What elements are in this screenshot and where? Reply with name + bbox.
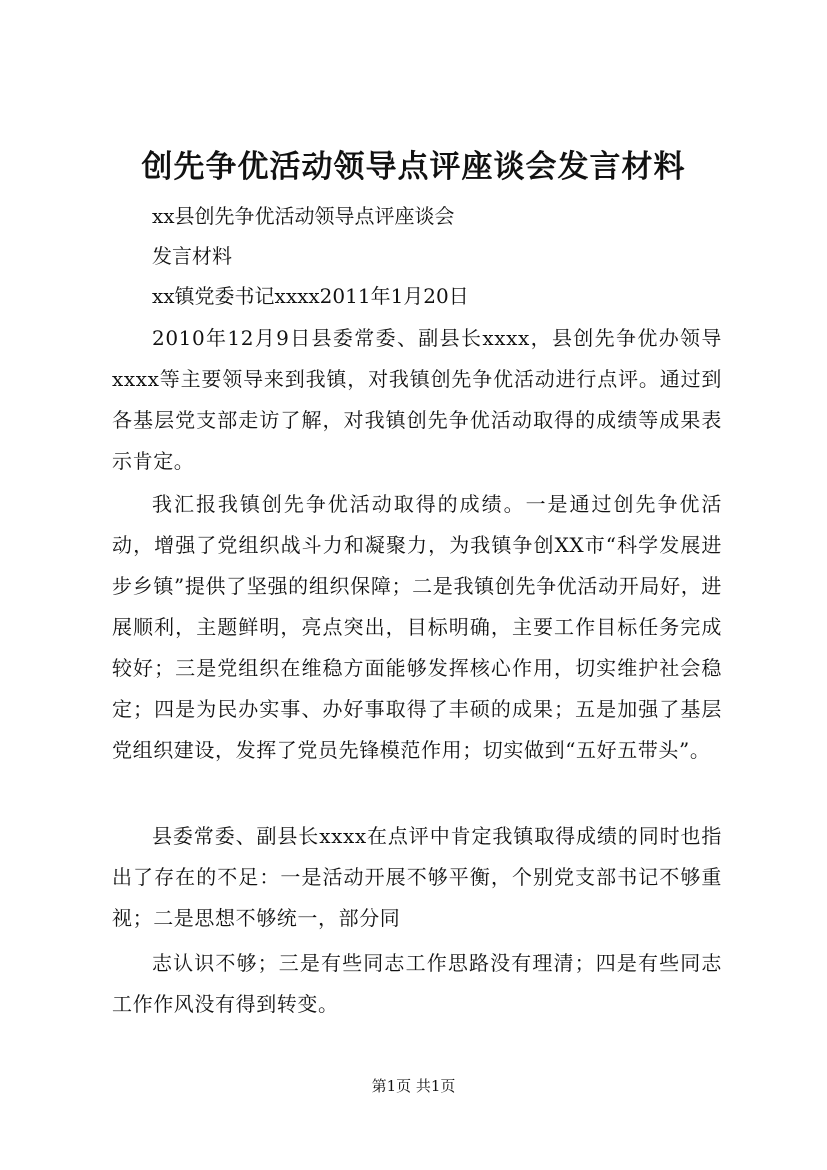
document-title: 创先争优活动领导点评座谈会发言材料 (141, 149, 686, 185)
subtitle-line-1: xx县创先争优活动领导点评座谈会 (152, 204, 455, 228)
body-paragraph-4: 志认识不够；三是有些同志工作思路没有理清；四是有些同志工作作风没有得到转变。 (112, 951, 722, 1016)
page-footer: 第1页 共1页 (371, 1077, 456, 1095)
author-date-line: xx镇党委书记xxxx2011年1月20日 (152, 284, 469, 308)
body-paragraph-1: 2010年12月9日县委常委、副县长xxxx，县创先争优办领导xxxx等主要领导来到我镇，对我镇创先争优活动进行点评。通过到各基层党支部走访了解，对我镇创先争优活动取得的成绩等成果表示肯定。 (112, 326, 722, 473)
body-paragraph-3: 县委常委、副县长xxxx在点评中肯定我镇取得成绩的同时也指出了存在的不足：一是活动开展不够平衡，个别党支部书记不够重视；二是思想不够统一，部分同 (112, 824, 722, 930)
body-paragraph-2: 我汇报我镇创先争优活动取得的成绩。一是通过创先争优活动，增强了党组织战斗力和凝聚力，为我镇争创XX市“科学发展进步乡镇”提供了坚强的组织保障；二是我镇创先争优活动开局好，进展顺利，主题鲜明，亮点突出，目标明确，主要工作目标任务完成较好；三是党组织在维稳方面能够发挥核心作用，切实维护社会稳定；四是为民办实事、办好事取得了丰硕的成果；五是加强了基层党组织建设，发挥了党员先锋模范作用；切实做到“五好五带头”。 (112, 492, 722, 762)
subtitle-line-2: 发言材料 (152, 244, 232, 268)
